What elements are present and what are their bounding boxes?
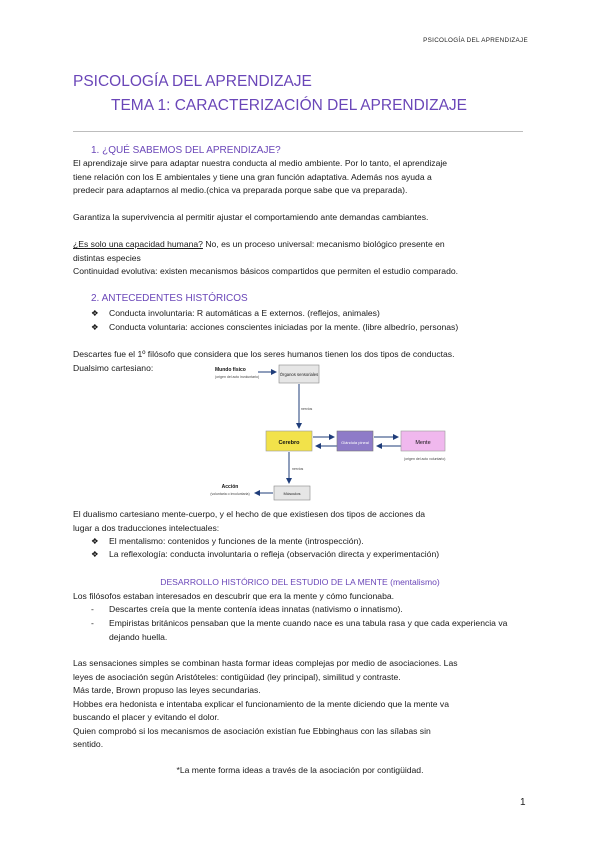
nervios-label: nervios (301, 407, 313, 411)
asociaciones-paragraph: Las sensaciones simples se combinan hasta formar ideas complejas por medio de asociaciones. Las leyes de asociación según Aristóteles: contigüidad (ley principal), similitud y contraste. Más tarde, Brown propuso las leyes secundarias. Hobbes era hedonista e intentaba explicar el funcionamiento de la mente diciendo que la mente va buscando el placer y evitando el dolor. Quien comprobó si los mecanismos de asociación existían fue Ebbinghaus con las sílabas sin sentido. (73, 658, 458, 749)
mundo-fisico-label: Mundo físico (215, 367, 246, 373)
descartes-paragraph: Descartes fue el 1º filósofo que considera que los seres humanos tienen los dos tipos de conductas. Dualsimo cartesiano: (73, 349, 455, 373)
topic-title: TEMA 1: CARACTERIZACIÓN DEL APRENDIZAJE (111, 97, 467, 114)
section-1-paragraph-3: ¿Es solo una capacidad humana? No, es un proceso universal: mecanismo biológico presente en distintas especies Continuidad evolutiva: existen mecanismos básicos compartidos que permiten el estudio comparado. (73, 239, 459, 276)
key-quote: *La mente forma ideas a través de la asociación por contigüidad. (176, 765, 424, 775)
section-1-paragraph-1: El aprendizaje sirve para adaptar nuestra conducta al medio ambiente. Por lo tanto, el aprendizaje tiene relación con los E ambientales y tiene una gran función adaptativa. Además nos ayuda a predecir para adaptarnos al medio.(chica va preparada porque sabe que va preparada). (73, 158, 448, 195)
cartesian-dualism-diagram (200, 362, 450, 502)
section-2-heading: 2. ANTECEDENTES HISTÓRICOS (91, 293, 248, 304)
page-number: 1 (520, 797, 526, 808)
mundo-fisico-sublabel: (origen del acto involuntario) (215, 375, 260, 379)
subsection-heading: DESARROLLO HISTÓRICO DEL ESTUDIO DE LA MENTE (mentalismo) (160, 577, 440, 587)
list-item: - Descartes creía que la mente contenía ideas innatas (nativismo o innatismo). (91, 604, 403, 614)
musculos-label: Músculos (283, 491, 301, 496)
list-item: - Empiristas británicos pensaban que la mente cuando nace es una tabula rasa y que cada experiencia va dejando huella. (91, 618, 508, 642)
running-header: PSICOLOGÍA DEL APRENDIZAJE (423, 37, 528, 44)
organos-sensoriales-label: Órganos sensoriales (279, 372, 319, 377)
cerebro-label: Cerebro (278, 440, 300, 446)
accion-sublabel: (voluntaria o involuntaria) (210, 492, 250, 496)
nervios-label-2: nervios (292, 467, 304, 471)
mente-label: Mente (415, 440, 431, 446)
title-divider (73, 131, 523, 132)
dualismo-paragraph: El dualismo cartesiano mente-cuerpo, y el hecho de que existiesen dos tipos de acciones da lugar a dos traducciones intelectuales: (73, 509, 426, 533)
section-1-paragraph-2: Garantiza la supervivencia al permitir ajustar el comportamiendo ante demandas cambiantes. (73, 212, 429, 222)
list-item: ❖ Conducta voluntaria: acciones conscientes iniciadas por la mente. (libre albedrío, personas) (91, 322, 459, 332)
section-1-heading: 1. ¿QUÉ SABEMOS DEL APRENDIZAJE? (91, 145, 281, 156)
mente-sublabel: (origen del acto voluntario) (404, 457, 446, 461)
document-title: PSICOLOGÍA DEL APRENDIZAJE (73, 73, 312, 90)
mentalismo-intro: Los filósofos estaban interesados en descubrir que era la mente y cómo funcionaba. (73, 591, 395, 601)
list-item: ❖ La reflexología: conducta involuntaria o refleja (observación directa y experimentación) (91, 549, 440, 559)
glandula-pineal-label: Glándula pineal (341, 440, 369, 445)
list-item: ❖ Conducta involuntaria: R automáticas a E externos. (reflejos, animales) (91, 308, 380, 318)
accion-label: Acción (221, 484, 239, 490)
list-item: ❖ El mentalismo: contenidos y funciones de la mente (introspección). (91, 536, 364, 546)
question-underlined: ¿Es solo una capacidad humana? (73, 239, 203, 249)
